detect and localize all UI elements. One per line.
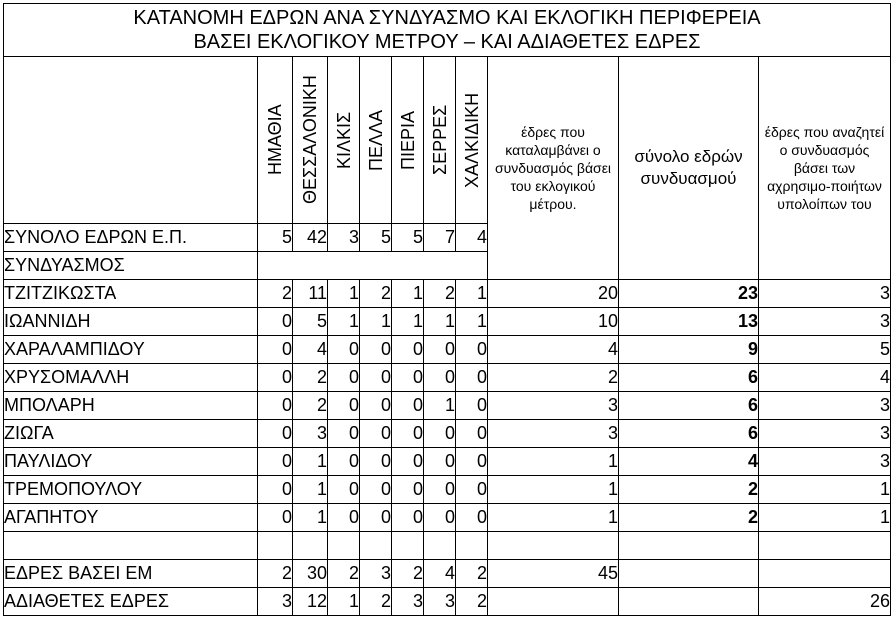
- title-line-1: ΚΑΤΑΝΟΜΗ ΕΔΡΩΝ ΑΝΑ ΣΥΝΔΥΑΣΜΟ ΚΑΙ ΕΚΛΟΓΙΚΗ ΠΕΡΙΦΕΡΕΙΑ: [133, 7, 761, 29]
- party-total-cell: 23: [619, 280, 759, 308]
- em-district-cell: 2: [392, 560, 424, 588]
- party-remainders-cell: 3: [759, 280, 891, 308]
- party-district-seats-cell: 2: [293, 364, 328, 392]
- total-seats-header: [619, 57, 759, 280]
- party-total-cell: 6: [619, 392, 759, 420]
- party-row: [4, 392, 891, 420]
- party-row: [4, 448, 891, 476]
- unallocated-district-cell: 3: [392, 588, 424, 616]
- district-header-label: ΘΕΣΣΑΛΟΝΙΚΗ: [300, 75, 320, 205]
- party-district-seats-cell: 0: [360, 392, 392, 420]
- party-by-quota-cell: 3: [488, 420, 619, 448]
- party-total-cell: 2: [619, 476, 759, 504]
- district-seats-cell: 5: [360, 224, 392, 252]
- party-name-cell: ΤΡΕΜΟΠΟΥΛΟΥ: [4, 476, 258, 504]
- party-total-cell: 6: [619, 364, 759, 392]
- party-district-seats-cell: 0: [360, 364, 392, 392]
- party-district-seats-cell: 0: [328, 420, 360, 448]
- party-row: [4, 280, 891, 308]
- blank-cell: [328, 532, 360, 560]
- party-district-seats-cell: 1: [293, 476, 328, 504]
- party-district-seats-cell: 0: [392, 504, 424, 532]
- district-header: [392, 57, 424, 224]
- party-district-seats-cell: 0: [424, 364, 456, 392]
- party-district-seats-cell: 1: [456, 308, 488, 336]
- party-by-quota-cell: 10: [488, 308, 619, 336]
- em-row-label: ΕΔΡΕΣ ΒΑΣΕΙ ΕΜ: [4, 560, 258, 588]
- remainders-header-label: έδρες που αναζητεί ο συνδυασμός βάσει των αχρησιμο-ποιήτων υπολοίπων του: [764, 124, 885, 212]
- party-name-cell: ΧΑΡΑΛΑΜΠΙΔΟΥ: [4, 336, 258, 364]
- party-total-cell: 13: [619, 308, 759, 336]
- district-header: [258, 57, 293, 224]
- party-district-seats-cell: 4: [293, 336, 328, 364]
- blank-cell: [293, 532, 328, 560]
- party-name-cell: ΤΖΙΤΖΙΚΩΣΤΑ: [4, 280, 258, 308]
- party-district-seats-cell: 0: [328, 336, 360, 364]
- district-seats-cell: 4: [456, 224, 488, 252]
- district-header: [360, 57, 392, 224]
- blank-cell: [4, 532, 258, 560]
- party-district-seats-cell: 0: [424, 504, 456, 532]
- party-row: [4, 420, 891, 448]
- title-line-2: ΒΑΣΕΙ ΕΚΛΟΓΙΚΟΥ ΜΕΤΡΟΥ – ΚΑΙ ΑΔΙΑΘΕΤΕΣ ΕΔΡΕΣ: [193, 31, 701, 53]
- em-by-quota-cell: 45: [488, 560, 619, 588]
- district-header-label: ΣΕΡΡΕΣ: [429, 104, 450, 176]
- district-header-label: ΗΜΑΘΙΑ: [265, 104, 285, 176]
- party-district-seats-cell: 0: [456, 364, 488, 392]
- em-district-cell: 2: [328, 560, 360, 588]
- party-name-cell: ΜΠΟΛΑΡΗ: [4, 392, 258, 420]
- party-district-seats-cell: 0: [392, 420, 424, 448]
- party-total-cell: 6: [619, 420, 759, 448]
- party-district-seats-cell: 0: [424, 476, 456, 504]
- party-by-quota-cell: 3: [488, 392, 619, 420]
- blank-cell: [456, 532, 488, 560]
- blank-cell: [392, 532, 424, 560]
- remainders-header: [759, 57, 891, 280]
- district-seats-cell: 42: [293, 224, 328, 252]
- blank-row: [4, 532, 891, 560]
- blank-cell: [360, 532, 392, 560]
- by-quota-header-label: έδρες που καταλαμβάνει ο συνδυασμός βάσει του εκλογικού μέτρου.: [494, 124, 612, 212]
- party-district-seats-cell: 0: [456, 448, 488, 476]
- blank-cell: [258, 532, 293, 560]
- total-seats-header-label: σύνολο εδρών συνδυασμού: [634, 147, 743, 188]
- party-district-seats-cell: 1: [392, 280, 424, 308]
- party-district-seats-cell: 0: [456, 476, 488, 504]
- party-district-seats-cell: 1: [328, 308, 360, 336]
- party-district-seats-cell: 5: [293, 308, 328, 336]
- district-header: [328, 57, 360, 224]
- party-district-seats-cell: 1: [392, 308, 424, 336]
- district-header: [456, 57, 488, 224]
- district-header: [424, 57, 456, 224]
- party-row: [4, 504, 891, 532]
- party-name-cell: ΙΩΑΝΝΙΔΗ: [4, 308, 258, 336]
- party-district-seats-cell: 2: [293, 392, 328, 420]
- party-district-seats-cell: 0: [392, 448, 424, 476]
- party-district-seats-cell: 1: [293, 504, 328, 532]
- party-district-seats-cell: 0: [392, 336, 424, 364]
- party-district-seats-cell: 1: [328, 280, 360, 308]
- district-header-label: ΚΙΛΚΙΣ: [333, 111, 354, 169]
- party-by-quota-cell: 2: [488, 364, 619, 392]
- party-district-seats-cell: 0: [392, 364, 424, 392]
- party-district-seats-cell: 1: [293, 448, 328, 476]
- unallocated-district-cell: 12: [293, 588, 328, 616]
- blank-cell: [424, 532, 456, 560]
- party-remainders-cell: 4: [759, 364, 891, 392]
- unallocated-district-cell: 2: [360, 588, 392, 616]
- party-remainders-cell: 1: [759, 504, 891, 532]
- blank-cell: [619, 532, 759, 560]
- section-blank-cell: [258, 252, 488, 280]
- party-total-cell: 9: [619, 336, 759, 364]
- party-district-seats-cell: 1: [424, 392, 456, 420]
- party-district-seats-cell: 0: [456, 420, 488, 448]
- party-district-seats-cell: 0: [360, 420, 392, 448]
- party-remainders-cell: 3: [759, 392, 891, 420]
- district-header: [293, 57, 328, 224]
- party-by-quota-cell: 1: [488, 448, 619, 476]
- unallocated-district-cell: 1: [328, 588, 360, 616]
- party-row: [4, 336, 891, 364]
- seat-allocation-table: [3, 3, 891, 616]
- party-district-seats-cell: 0: [258, 336, 293, 364]
- unallocated-row: [4, 588, 891, 616]
- unallocated-remainders-cell: 26: [759, 588, 891, 616]
- party-district-seats-cell: 0: [360, 476, 392, 504]
- total-row-label: ΣΥΝΟΛΟ ΕΔΡΩΝ Ε.Π.: [4, 224, 258, 252]
- party-name-cell: ΖΙΩΓΑ: [4, 420, 258, 448]
- em-district-cell: 30: [293, 560, 328, 588]
- party-by-quota-cell: 1: [488, 504, 619, 532]
- party-district-seats-cell: 2: [360, 280, 392, 308]
- section-label: ΣΥΝΔΥΑΣΜΟΣ: [4, 252, 258, 280]
- blank-cell: [488, 588, 619, 616]
- party-district-seats-cell: 11: [293, 280, 328, 308]
- party-row: [4, 476, 891, 504]
- by-quota-header: [488, 57, 619, 280]
- party-district-seats-cell: 0: [456, 392, 488, 420]
- party-district-seats-cell: 0: [328, 504, 360, 532]
- district-seats-cell: 5: [258, 224, 293, 252]
- party-total-cell: 2: [619, 504, 759, 532]
- unallocated-district-cell: 2: [456, 588, 488, 616]
- party-name-cell: ΠΑΥΛΙΔΟΥ: [4, 448, 258, 476]
- party-district-seats-cell: 1: [456, 280, 488, 308]
- blank-cell: [759, 532, 891, 560]
- party-name-cell: ΑΓΑΠΗΤΟΥ: [4, 504, 258, 532]
- blank-cell: [619, 588, 759, 616]
- party-district-seats-cell: 2: [258, 280, 293, 308]
- em-seats-row: [4, 560, 891, 588]
- party-district-seats-cell: 0: [328, 392, 360, 420]
- party-district-seats-cell: 0: [424, 448, 456, 476]
- party-district-seats-cell: 0: [360, 448, 392, 476]
- party-remainders-cell: 3: [759, 420, 891, 448]
- party-district-seats-cell: 0: [258, 364, 293, 392]
- party-remainders-cell: 1: [759, 476, 891, 504]
- party-district-seats-cell: 0: [360, 336, 392, 364]
- district-seats-cell: 3: [328, 224, 360, 252]
- party-district-seats-cell: 0: [258, 420, 293, 448]
- district-header-label: ΠΕΛΛΑ: [365, 109, 386, 171]
- party-district-seats-cell: 0: [456, 504, 488, 532]
- party-district-seats-cell: 0: [360, 504, 392, 532]
- party-by-quota-cell: 20: [488, 280, 619, 308]
- em-district-cell: 3: [360, 560, 392, 588]
- table-title: [4, 4, 891, 57]
- em-district-cell: 2: [456, 560, 488, 588]
- district-seats-cell: 5: [392, 224, 424, 252]
- party-district-seats-cell: 1: [424, 308, 456, 336]
- party-by-quota-cell: 1: [488, 476, 619, 504]
- party-name-cell: ΧΡΥΣΟΜΑΛΛΗ: [4, 364, 258, 392]
- em-district-cell: 4: [424, 560, 456, 588]
- party-remainders-cell: 3: [759, 448, 891, 476]
- party-district-seats-cell: 0: [258, 448, 293, 476]
- party-district-seats-cell: 0: [424, 336, 456, 364]
- party-district-seats-cell: 0: [328, 448, 360, 476]
- party-district-seats-cell: 0: [328, 476, 360, 504]
- district-header-label: ΠΙΕΡΙΑ: [397, 110, 418, 170]
- party-district-seats-cell: 0: [258, 476, 293, 504]
- party-district-seats-cell: 0: [258, 308, 293, 336]
- party-district-seats-cell: 0: [456, 336, 488, 364]
- party-by-quota-cell: 4: [488, 336, 619, 364]
- district-header-label: ΧΑΛΚΙΔΙΚΗ: [461, 92, 482, 188]
- party-district-seats-cell: 0: [392, 476, 424, 504]
- district-seats-cell: 7: [424, 224, 456, 252]
- header-blank-cell: [4, 57, 258, 224]
- party-total-cell: 4: [619, 448, 759, 476]
- party-district-seats-cell: 0: [328, 364, 360, 392]
- party-row: [4, 364, 891, 392]
- party-district-seats-cell: 0: [258, 504, 293, 532]
- unallocated-district-cell: 3: [424, 588, 456, 616]
- blank-cell: [759, 560, 891, 588]
- party-remainders-cell: 3: [759, 308, 891, 336]
- party-remainders-cell: 5: [759, 336, 891, 364]
- party-district-seats-cell: 1: [360, 308, 392, 336]
- party-district-seats-cell: 0: [424, 420, 456, 448]
- unallocated-district-cell: 3: [258, 588, 293, 616]
- party-district-seats-cell: 0: [392, 392, 424, 420]
- party-district-seats-cell: 2: [424, 280, 456, 308]
- party-district-seats-cell: 3: [293, 420, 328, 448]
- unallocated-row-label: ΑΔΙΑΘΕΤΕΣ ΕΔΡΕΣ: [4, 588, 258, 616]
- party-district-seats-cell: 0: [258, 392, 293, 420]
- party-row: [4, 308, 891, 336]
- em-district-cell: 2: [258, 560, 293, 588]
- blank-cell: [619, 560, 759, 588]
- blank-cell: [488, 532, 619, 560]
